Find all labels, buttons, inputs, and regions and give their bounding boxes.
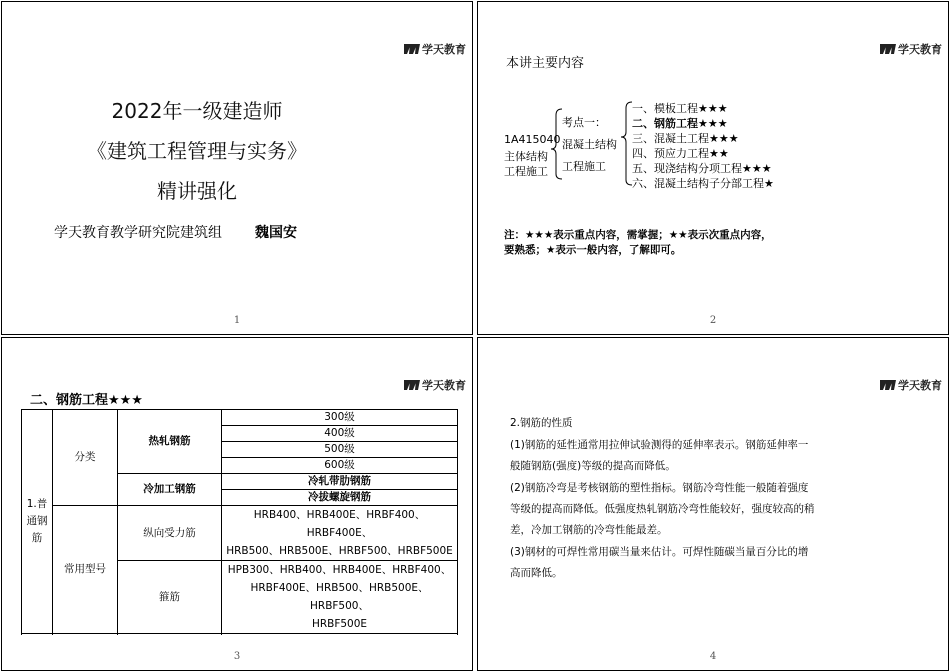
cold-type-cell: 冷轧带肋钢筋: [222, 474, 458, 490]
paragraph-weldability: (3)钢材的可焊性常用碳当量来估计。可焊性随碳当量百分比的增高而降低。: [510, 546, 809, 579]
brand-mark-icon: [404, 380, 420, 390]
grade-cell: 300级: [222, 410, 458, 426]
stirrup-label: 箍筋: [118, 561, 222, 634]
page-number: 4: [709, 651, 717, 662]
model-line: HRB400、HRB400E、HRBF400、HRBF400E、: [253, 509, 426, 539]
slide-1: [1, 1, 473, 335]
col-category: 1.普通钢筋: [22, 410, 53, 634]
keypoint-line-2: 混凝土结构: [562, 138, 617, 151]
title-line-2: 《建筑工程管理与实务》: [87, 139, 307, 163]
table-row: [22, 506, 458, 561]
hot-rolled-label: 热轧钢筋: [118, 410, 222, 474]
paragraph-ductility: (1)钢筋的延性通常用拉伸试验测得的延伸率表示。钢筋延伸率一般随钢筋(强度)等级的提高而降低。: [510, 439, 809, 472]
brand-name: 学天教育: [898, 379, 942, 392]
model-line: HRBF500E: [311, 618, 368, 630]
topic-code-line-2: 主体结构: [504, 150, 548, 163]
topic-item: 三、混凝土工程★★★: [632, 132, 739, 145]
grade-cell: 600级: [222, 458, 458, 474]
rebar-table: [21, 409, 458, 634]
cold-type-cell: 冷拔螺旋钢筋: [222, 490, 458, 506]
brand-name: 学天教育: [898, 43, 942, 56]
keypoint-line-3: 工程施工: [562, 160, 606, 173]
note-line-1: 注：★★★表示重点内容，需掌握；★★表示次重点内容，: [504, 229, 772, 241]
section-heading: 本讲主要内容: [506, 56, 585, 71]
topic-code-line-3: 工程施工: [504, 165, 548, 178]
brand-logo: [404, 41, 466, 57]
group-classification: 分类: [53, 410, 118, 506]
page-number: 1: [233, 315, 241, 326]
paragraph-cold-bending: (2)钢筋冷弯是考核钢筋的塑性指标。钢筋冷弯性能一般随着强度等级的提高而降低。低强度热轧钢筋冷弯性能较好，强度较高的稍差，冷加工钢筋的冷弯性能最差。: [510, 482, 815, 536]
cold-worked-label: 冷加工钢筋: [118, 474, 222, 506]
grade-cell: 500级: [222, 442, 458, 458]
topic-item: 四、预应力工程★★: [632, 147, 729, 160]
table-row: [22, 410, 458, 426]
section-heading: 二、钢筋工程★★★: [30, 393, 143, 408]
model-line: HPB300、HRB400、HRB400E、HRBF400、: [227, 564, 452, 576]
author-name: 魏国安: [255, 225, 297, 241]
brand-mark-icon: [880, 380, 896, 390]
brand-logo: [404, 377, 466, 393]
topic-item: 一、模板工程★★★: [632, 102, 728, 115]
topic-code: 1A415040: [504, 133, 561, 146]
page-number: 3: [233, 651, 241, 662]
paragraph-title: 2.钢筋的性质: [510, 417, 573, 429]
page-number: 2: [709, 315, 717, 326]
topic-item: 六、混凝土结构子分部工程★: [632, 177, 774, 190]
slide-4: [477, 337, 949, 671]
model-line: HRBF400E、HRB500、HRB500E、HRBF500、: [250, 582, 429, 612]
topic-item: 二、钢筋工程★★★: [632, 117, 728, 130]
slide-2: [477, 1, 949, 335]
longitudinal-bar-label: 纵向受力筋: [118, 506, 222, 561]
longitudinal-models: [222, 506, 458, 561]
brand-logo: [880, 377, 942, 393]
group-models: 常用型号: [53, 506, 118, 634]
brand-name: 学天教育: [422, 43, 466, 56]
brand-mark-icon: [404, 44, 420, 54]
model-line: HRB500、HRB500E、HRBF500、HRBF500E: [226, 545, 453, 557]
brand-name: 学天教育: [422, 379, 466, 392]
stirrup-models: [222, 561, 458, 634]
title-line-1: 2022年一级建造师: [111, 99, 283, 123]
author-org: 学天教育教学研究院建筑组: [54, 225, 222, 241]
grade-cell: 400级: [222, 426, 458, 442]
topic-item: 五、现浇结构分项工程★★★: [632, 162, 772, 175]
keypoint-label: 考点一：: [562, 116, 606, 129]
note-line-2: 要熟悉；★表示一般内容，了解即可。: [504, 244, 682, 256]
title-line-3: 精讲强化: [157, 179, 237, 203]
slide-3: [1, 337, 473, 671]
